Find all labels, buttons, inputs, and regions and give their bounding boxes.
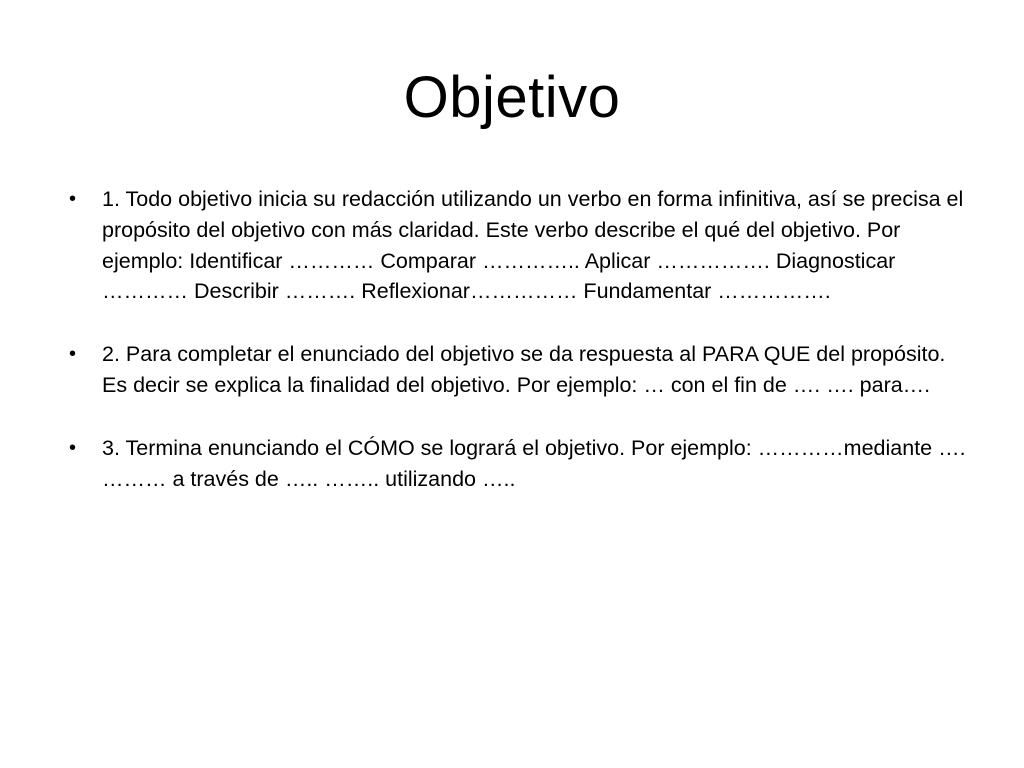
bullet-item-2 [69, 339, 968, 401]
bullet-icon: • [69, 343, 77, 366]
slide-title: Objetivo [403, 65, 621, 130]
bullet-list [69, 184, 968, 526]
bullet-text-3: 3. Termina enunciando el CÓMO se logrará el objetivo. Por ejemplo: …………mediante …. ……… a través de ….. …….. utilizando ….. [102, 435, 966, 491]
bullet-text-1: 1. Todo objetivo inicia su redacción utilizando un verbo en forma infinitiva, así se precisa el propósito del objetivo con más claridad. Este verbo describe el qué del objetivo. Por ejemplo: Identificar ………… Comparar ………….. Aplicar ……………. Diagnosticar ………… Describir ………. Reflexionar…………… Fundamentar ……………. [102, 187, 964, 304]
bullet-text-2: 2. Para completar el enunciado del objetivo se da respuesta al PARA QUE del propósito. Es decir se explica la finalidad del objetivo. Por ejemplo: … con el fin de …. …. para…. [102, 342, 946, 397]
bullet-item-3 [69, 433, 968, 495]
bullet-icon: • [69, 188, 77, 210]
bullet-item-1 [69, 184, 968, 307]
bullet-icon: • [69, 436, 77, 459]
